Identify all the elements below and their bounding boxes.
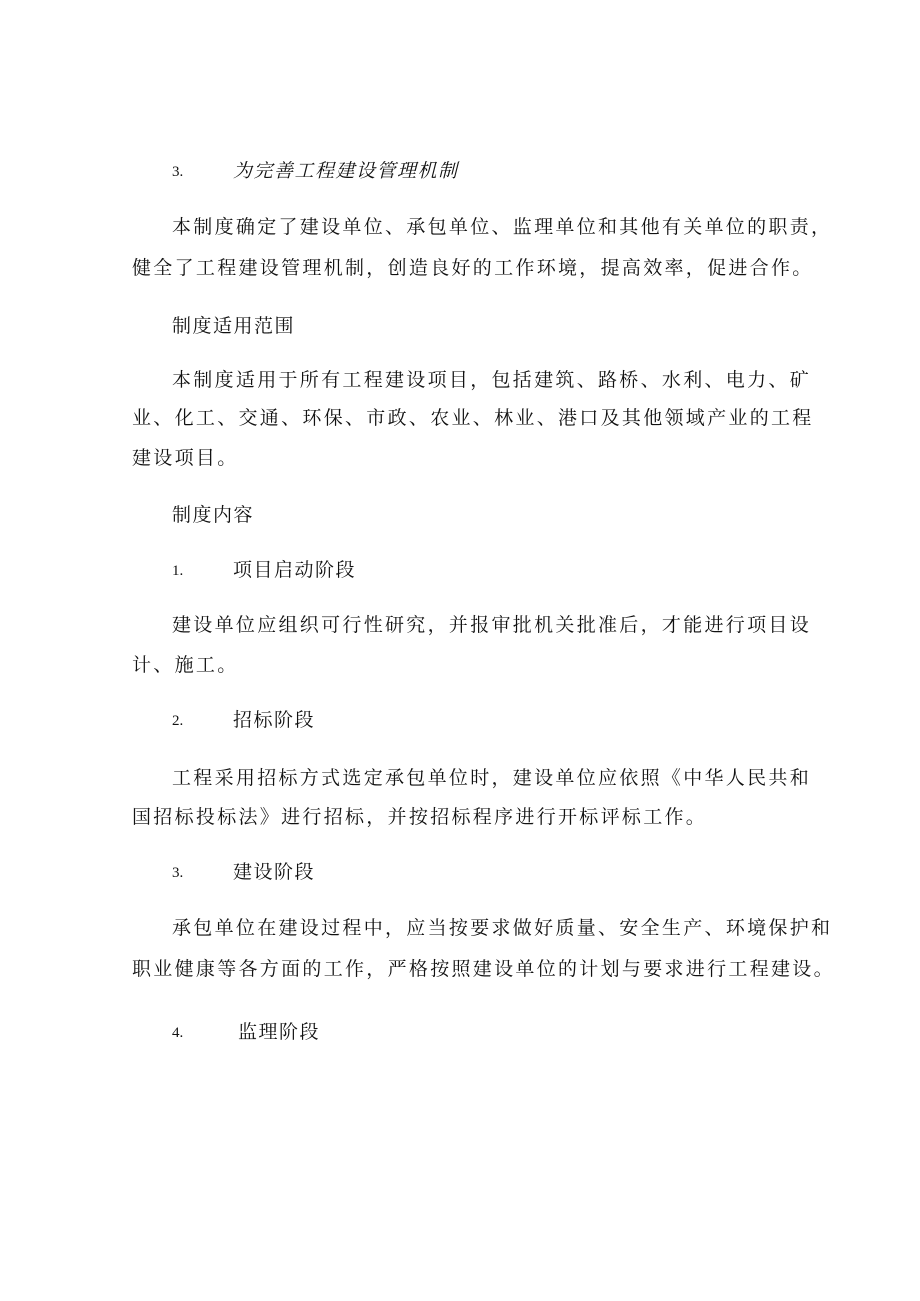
paragraph-line: 建设单位应组织可行性研究，并报审批机关批准后，才能进行项目设 xyxy=(172,614,812,636)
stage-title: 监理阶段 xyxy=(238,1021,321,1043)
paragraph-line: 承包单位在建设过程中，应当按要求做好质量、安全生产、环境保护和 xyxy=(172,917,833,939)
stage-number: 2. xyxy=(172,713,184,729)
section-title: 为完善工程建设管理机制 xyxy=(233,160,459,182)
paragraph-line: 业、化工、交通、环保、市政、农业、林业、港口及其他领域产业的工程 xyxy=(132,407,814,429)
heading-text: 制度适用范围 xyxy=(172,315,296,337)
paragraph-line: 本制度确定了建设单位、承包单位、监理单位和其他有关单位的职责， xyxy=(172,216,833,238)
paragraph-line: 建设项目。 xyxy=(132,447,239,469)
stage-title: 建设阶段 xyxy=(233,861,316,883)
stage-number: 4. xyxy=(172,1025,184,1041)
heading-text: 制度内容 xyxy=(172,504,255,526)
paragraph-line: 职业健康等各方面的工作，严格按照建设单位的计划与要求进行工程建设。 xyxy=(132,958,835,980)
stage-number: 3. xyxy=(172,865,184,881)
paragraph-line: 健全了工程建设管理机制，创造良好的工作环境，提高效率，促进合作。 xyxy=(132,257,814,279)
paragraph-line: 计、施工。 xyxy=(132,654,239,676)
section-number: 3. xyxy=(172,164,184,180)
paragraph-line: 工程采用招标方式选定承包单位时，建设单位应依照《中华人民共和 xyxy=(172,767,812,789)
paragraph-line: 本制度适用于所有工程建设项目，包括建筑、路桥、水利、电力、矿 xyxy=(172,369,812,391)
stage-title: 项目启动阶段 xyxy=(233,559,357,581)
stage-number: 1. xyxy=(172,563,184,579)
paragraph-line: 国招标投标法》进行招标，并按招标程序进行开标评标工作。 xyxy=(132,806,708,828)
stage-title: 招标阶段 xyxy=(233,709,316,731)
